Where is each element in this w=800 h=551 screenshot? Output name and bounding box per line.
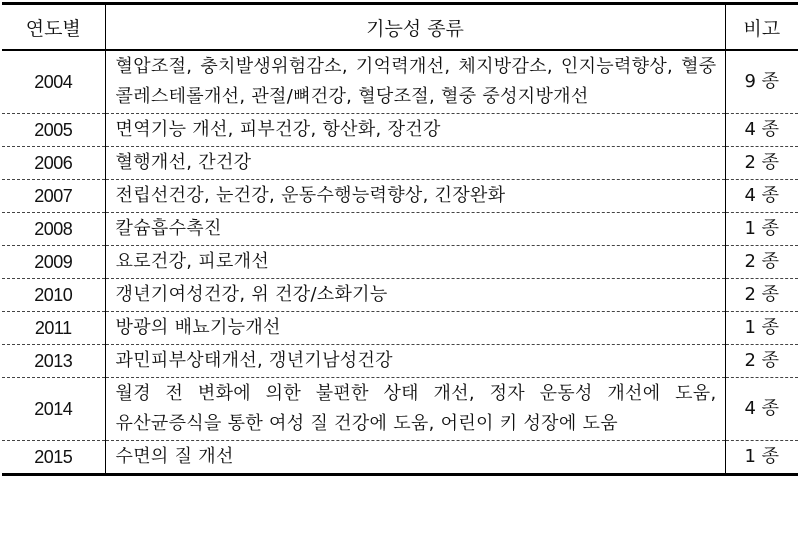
table-header-row	[2, 4, 798, 51]
row-year: 2010	[2, 279, 105, 312]
row-year: 2011	[2, 312, 105, 345]
table-row	[2, 213, 798, 246]
row-kind: 요로건강, 피로개선	[105, 246, 725, 279]
header-note: 비고	[725, 4, 798, 51]
row-note: 1 종	[725, 441, 798, 475]
table-row	[2, 246, 798, 279]
row-year: 2005	[2, 114, 105, 147]
row-kind: 칼슘흡수촉진	[105, 213, 725, 246]
row-note: 2 종	[725, 279, 798, 312]
row-year: 2008	[2, 213, 105, 246]
row-year: 2006	[2, 147, 105, 180]
row-note: 4 종	[725, 114, 798, 147]
table-row	[2, 378, 798, 441]
row-kind: 면역기능 개선, 피부건강, 항산화, 장건강	[105, 114, 725, 147]
table-row	[2, 114, 798, 147]
row-note: 2 종	[725, 147, 798, 180]
row-kind: 수면의 질 개선	[105, 441, 725, 475]
row-kind: 갱년기여성건강, 위 건강/소화기능	[105, 279, 725, 312]
functionality-table	[2, 2, 798, 476]
row-kind: 방광의 배뇨기능개선	[105, 312, 725, 345]
row-year: 2014	[2, 378, 105, 441]
table-row	[2, 345, 798, 378]
row-kind: 혈압조절, 충치발생위험감소, 기억력개선, 체지방감소, 인지능력향상, 혈중 콜레스테롤개선, 관절/뼈건강, 혈당조절, 혈중 중성지방개선	[105, 50, 725, 114]
row-year: 2013	[2, 345, 105, 378]
header-kind: 기능성 종류	[105, 4, 725, 51]
table-row	[2, 279, 798, 312]
table-row	[2, 50, 798, 114]
row-note: 2 종	[725, 246, 798, 279]
row-year: 2004	[2, 50, 105, 114]
table-row	[2, 180, 798, 213]
row-kind: 월경 전 변화에 의한 불편한 상태 개선, 정자 운동성 개선에 도움, 유산균증식을 통한 여성 질 건강에 도움, 어린이 키 성장에 도움	[105, 378, 725, 441]
row-note: 2 종	[725, 345, 798, 378]
row-year: 2015	[2, 441, 105, 475]
table-row	[2, 312, 798, 345]
row-kind: 혈행개선, 간건강	[105, 147, 725, 180]
row-note: 4 종	[725, 378, 798, 441]
row-note: 1 종	[725, 312, 798, 345]
row-note: 1 종	[725, 213, 798, 246]
functionality-table-container	[2, 2, 798, 476]
header-year: 연도별	[2, 4, 105, 51]
row-note: 4 종	[725, 180, 798, 213]
row-note: 9 종	[725, 50, 798, 114]
table-row	[2, 441, 798, 475]
row-year: 2009	[2, 246, 105, 279]
row-kind: 전립선건강, 눈건강, 운동수행능력향상, 긴장완화	[105, 180, 725, 213]
row-year: 2007	[2, 180, 105, 213]
row-kind: 과민피부상태개선, 갱년기남성건강	[105, 345, 725, 378]
table-row	[2, 147, 798, 180]
